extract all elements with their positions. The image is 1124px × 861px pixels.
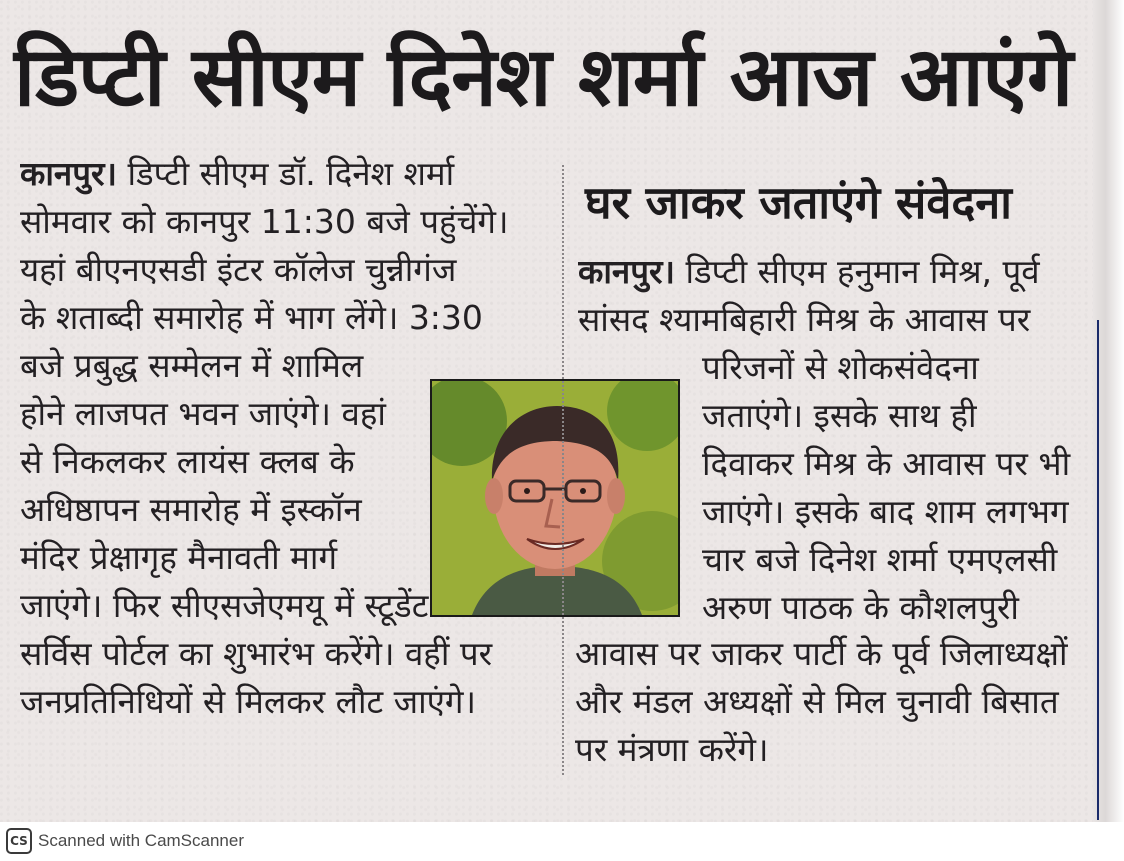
column-divider [562,165,564,775]
sub-headline: घर जाकर जताएंगे संवेदना [585,176,1012,229]
article-line [20,150,545,198]
scanner-watermark: Scanned with CamScanner [38,831,245,850]
article-line: पर मंत्रणा करेंगे। [575,730,769,769]
article-line: आवास पर जाकर पार्टी के पूर्व जिलाध्यक्षों [575,634,1068,673]
article-line: जताएंगे। इसके साथ ही [702,396,977,435]
edge-rule [1097,320,1099,820]
article-line [578,248,1088,296]
right-article-intro [578,248,1088,344]
article-line: जनप्रतिनिधियों से मिलकर लौट जाएंगे। [20,682,477,721]
article-line: मंदिर प्रेक्षागृह मैनावती मार्ग [20,538,338,577]
article-line: और मंडल अध्यक्षों से मिल चुनावी बिसात [575,682,1059,721]
article-line: सोमवार को कानपुर 11:30 बजे पहुंचेंगे। [20,202,509,241]
article-line: से निकलकर लायंस क्लब के [20,442,355,481]
article-line: अरुण पाठक के कौशलपुरी [702,588,1019,627]
dateline: कानपुर। [578,252,675,291]
article-text: डिप्टी सीएम डॉ. दिनेश शर्मा [116,154,455,193]
camscanner-logo-icon: CS [6,828,32,854]
headline: डिप्टी सीएम दिनेश शर्मा आज आएंगे [14,30,1073,125]
article-line: सर्विस पोर्टल का शुभारंभ करेंगे। वहीं पर [20,634,493,673]
article-text: डिप्टी सीएम हनुमान मिश्र, पूर्व [674,252,1040,291]
article-line: होने लाजपत भवन जाएंगे। वहां [20,394,386,433]
article-line: परिजनों से शोकसंवेदना [702,348,979,387]
article-line: सांसद श्यामबिहारी मिश्र के आवास पर [578,300,1031,339]
article-line: दिवाकर मिश्र के आवास पर भी [702,444,1071,483]
portrait-illustration [432,381,678,615]
article-line: के शताब्दी समारोह में भाग लेंगे। 3:30 [20,298,483,337]
article-line: चार बजे दिनेश शर्मा एमएलसी [702,540,1058,579]
article-line: बजे प्रबुद्ध सम्मेलन में शामिल [20,346,364,385]
article-line: अधिष्ठापन समारोह में इस्कॉन [20,490,362,529]
right-article-body [702,344,1092,632]
article-line: जाएंगे। फिर सीएसजेएमयू में स्टूडेंट [20,586,429,625]
article-line: जाएंगे। इसके बाद शाम लगभग [702,492,1069,531]
right-article-ending [575,630,1085,774]
scanner-footer [0,822,1124,861]
portrait-photo [430,379,680,617]
article-line: यहां बीएनएसडी इंटर कॉलेज चुन्नीगंज [20,250,457,289]
dateline: कानपुर। [20,154,117,193]
